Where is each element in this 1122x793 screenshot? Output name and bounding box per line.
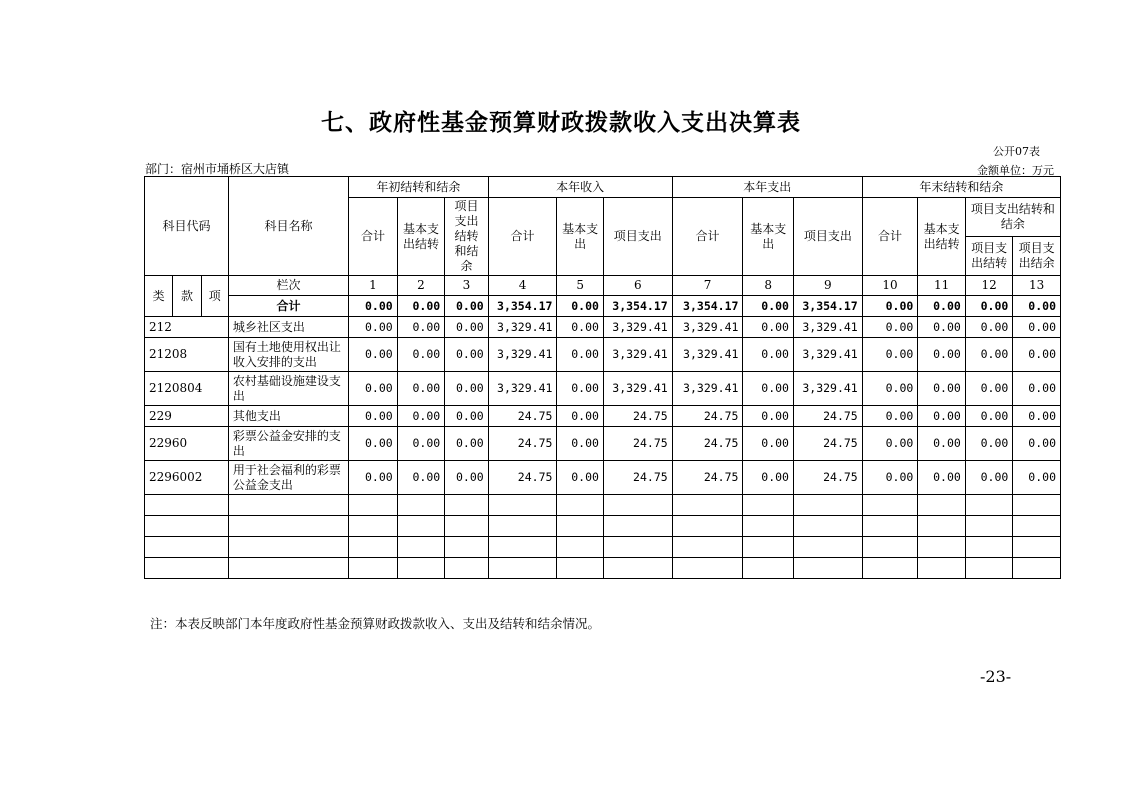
row-code: 2120804	[145, 372, 229, 406]
row-code: 21208	[145, 338, 229, 372]
row-cell: 0.00	[743, 461, 794, 495]
row-cell: 24.75	[672, 406, 743, 427]
row-cell: 0.00	[862, 372, 918, 406]
col-number: 7	[672, 276, 743, 296]
unit-label: 金额单位：万元	[977, 164, 1054, 177]
row-cell: 0.00	[397, 317, 445, 338]
row-cell: 3,329.41	[672, 372, 743, 406]
row-cell: 0.00	[1013, 317, 1061, 338]
row-cell: 0.00	[918, 461, 966, 495]
total-cell: 3,354.17	[603, 296, 672, 317]
header-expense-total: 合计	[672, 198, 743, 276]
row-cell: 24.75	[488, 427, 557, 461]
header-code: 科目代码	[145, 177, 229, 276]
table-row	[145, 406, 1061, 427]
row-cell: 0.00	[397, 461, 445, 495]
row-cell: 0.00	[918, 406, 966, 427]
row-cell: 3,329.41	[793, 338, 862, 372]
header-end-project-group: 项目支出结转和结余	[965, 198, 1060, 237]
empty-row	[145, 516, 1061, 537]
header-expense-project: 项目支出	[793, 198, 862, 276]
col-number: 3	[445, 276, 488, 296]
footnote: 注：本表反映部门本年度政府性基金预算财政拨款收入、支出及结转和结余情况。	[150, 616, 601, 631]
row-cell: 0.00	[862, 427, 918, 461]
table-row	[145, 317, 1061, 338]
row-cell: 3,329.41	[603, 317, 672, 338]
row-cell: 24.75	[793, 406, 862, 427]
empty-row	[145, 495, 1061, 516]
header-income-basic: 基本支出	[557, 198, 604, 276]
row-cell: 0.00	[918, 427, 966, 461]
header-end-total: 合计	[862, 198, 918, 276]
col-number: 10	[862, 276, 918, 296]
row-cell: 0.00	[965, 461, 1013, 495]
row-cell: 24.75	[603, 427, 672, 461]
row-name: 彩票公益金安排的支出	[228, 427, 348, 461]
row-cell: 24.75	[603, 406, 672, 427]
col-number: 8	[743, 276, 794, 296]
row-cell: 3,329.41	[603, 338, 672, 372]
empty-row	[145, 558, 1061, 579]
department-label: 部门：宿州市埇桥区大店镇	[145, 162, 290, 176]
col-number: 4	[488, 276, 557, 296]
row-cell: 0.00	[349, 461, 398, 495]
header-end-project-carry: 项目支出结转	[965, 237, 1013, 276]
row-code: 212	[145, 317, 229, 338]
row-cell: 0.00	[445, 427, 488, 461]
row-code: 229	[145, 406, 229, 427]
row-cell: 24.75	[672, 461, 743, 495]
row-cell: 0.00	[965, 406, 1013, 427]
row-cell: 0.00	[965, 427, 1013, 461]
row-cell: 3,329.41	[488, 338, 557, 372]
row-cell: 0.00	[862, 461, 918, 495]
row-cell: 0.00	[743, 427, 794, 461]
col-number: 12	[965, 276, 1013, 296]
header-expense-group: 本年支出	[672, 177, 862, 198]
row-cell: 0.00	[965, 317, 1013, 338]
header-income-total: 合计	[488, 198, 557, 276]
row-cell: 0.00	[557, 406, 604, 427]
table-row	[145, 427, 1061, 461]
row-cell: 0.00	[349, 406, 398, 427]
row-name: 用于社会福利的彩票公益金支出	[228, 461, 348, 495]
row-name: 其他支出	[228, 406, 348, 427]
row-cell: 0.00	[397, 338, 445, 372]
form-number: 公开07表	[993, 145, 1040, 158]
total-cell: 3,354.17	[672, 296, 743, 317]
row-code: 2296002	[145, 461, 229, 495]
col-number: 2	[397, 276, 445, 296]
total-cell: 0.00	[918, 296, 966, 317]
col-number: 1	[349, 276, 398, 296]
row-cell: 0.00	[557, 372, 604, 406]
row-cell: 0.00	[397, 372, 445, 406]
row-cell: 0.00	[557, 338, 604, 372]
row-cell: 3,329.41	[672, 317, 743, 338]
col-number: 9	[793, 276, 862, 296]
row-cell: 0.00	[445, 406, 488, 427]
header-expense-basic: 基本支出	[743, 198, 794, 276]
header-end-basic: 基本支出结转	[918, 198, 966, 276]
header-end-project-balance: 项目支出结余	[1013, 237, 1061, 276]
header-begin-basic: 基本支出结转	[397, 198, 445, 276]
row-cell: 0.00	[965, 338, 1013, 372]
row-cell: 0.00	[445, 461, 488, 495]
fund-report-table	[144, 176, 1061, 579]
header-xiang: 项	[201, 276, 228, 317]
row-cell: 0.00	[918, 317, 966, 338]
header-income-group: 本年收入	[488, 177, 672, 198]
empty-row	[145, 537, 1061, 558]
table-row	[145, 461, 1061, 495]
col-number: 5	[557, 276, 604, 296]
row-cell: 0.00	[397, 406, 445, 427]
row-cell: 0.00	[445, 338, 488, 372]
row-cell: 0.00	[349, 338, 398, 372]
row-cell: 0.00	[743, 372, 794, 406]
row-cell: 24.75	[793, 461, 862, 495]
total-cell: 0.00	[557, 296, 604, 317]
row-cell: 0.00	[862, 338, 918, 372]
row-cell: 0.00	[557, 461, 604, 495]
row-cell: 0.00	[557, 317, 604, 338]
col-number: 13	[1013, 276, 1061, 296]
row-cell: 0.00	[1013, 461, 1061, 495]
row-cell: 0.00	[918, 338, 966, 372]
row-cell: 0.00	[743, 338, 794, 372]
header-column-no: 栏次	[228, 276, 348, 296]
table-row	[145, 372, 1061, 406]
total-cell: 0.00	[349, 296, 398, 317]
header-name: 科目名称	[228, 177, 348, 276]
total-cell: 0.00	[862, 296, 918, 317]
total-cell: 0.00	[397, 296, 445, 317]
row-cell: 3,329.41	[793, 317, 862, 338]
report-title: 七、政府性基金预算财政拨款收入支出决算表	[321, 109, 801, 136]
total-cell: 0.00	[965, 296, 1013, 317]
col-number: 6	[603, 276, 672, 296]
row-cell: 3,329.41	[488, 317, 557, 338]
row-cell: 0.00	[743, 317, 794, 338]
total-cell: 3,354.17	[488, 296, 557, 317]
row-cell: 0.00	[743, 406, 794, 427]
row-cell: 3,329.41	[793, 372, 862, 406]
row-name: 农村基础设施建设支出	[228, 372, 348, 406]
total-label: 合计	[228, 296, 348, 317]
blank-rows	[145, 495, 1061, 579]
row-cell: 0.00	[1013, 338, 1061, 372]
row-cell: 24.75	[793, 427, 862, 461]
row-cell: 0.00	[557, 427, 604, 461]
row-cell: 0.00	[862, 406, 918, 427]
table-row	[145, 338, 1061, 372]
row-cell: 0.00	[445, 372, 488, 406]
header-kuan: 款	[173, 276, 201, 317]
data-rows	[145, 317, 1061, 495]
header-begin-total: 合计	[349, 198, 398, 276]
header-lei: 类	[145, 276, 173, 317]
row-cell: 0.00	[349, 427, 398, 461]
row-cell: 24.75	[603, 461, 672, 495]
row-cell: 0.00	[1013, 372, 1061, 406]
row-cell: 0.00	[918, 372, 966, 406]
row-cell: 0.00	[862, 317, 918, 338]
header-income-project: 项目支出	[603, 198, 672, 276]
row-cell: 0.00	[397, 427, 445, 461]
row-cell: 3,329.41	[672, 338, 743, 372]
header-begin-group: 年初结转和结余	[349, 177, 489, 198]
row-name: 城乡社区支出	[228, 317, 348, 338]
header-begin-project: 项目支出结转和结余	[445, 198, 488, 276]
row-cell: 0.00	[965, 372, 1013, 406]
total-cell: 3,354.17	[793, 296, 862, 317]
total-cell: 0.00	[743, 296, 794, 317]
row-cell: 24.75	[488, 461, 557, 495]
row-code: 22960	[145, 427, 229, 461]
row-cell: 24.75	[488, 406, 557, 427]
row-cell: 24.75	[672, 427, 743, 461]
total-cell: 0.00	[1013, 296, 1061, 317]
col-number: 11	[918, 276, 966, 296]
row-name: 国有土地使用权出让收入安排的支出	[228, 338, 348, 372]
page-number: -23-	[980, 667, 1012, 686]
row-cell: 3,329.41	[488, 372, 557, 406]
row-cell: 0.00	[349, 317, 398, 338]
row-cell: 0.00	[349, 372, 398, 406]
row-cell: 0.00	[445, 317, 488, 338]
row-cell: 0.00	[1013, 427, 1061, 461]
header-end-group: 年末结转和结余	[862, 177, 1060, 198]
total-cell: 0.00	[445, 296, 488, 317]
row-cell: 3,329.41	[603, 372, 672, 406]
row-cell: 0.00	[1013, 406, 1061, 427]
